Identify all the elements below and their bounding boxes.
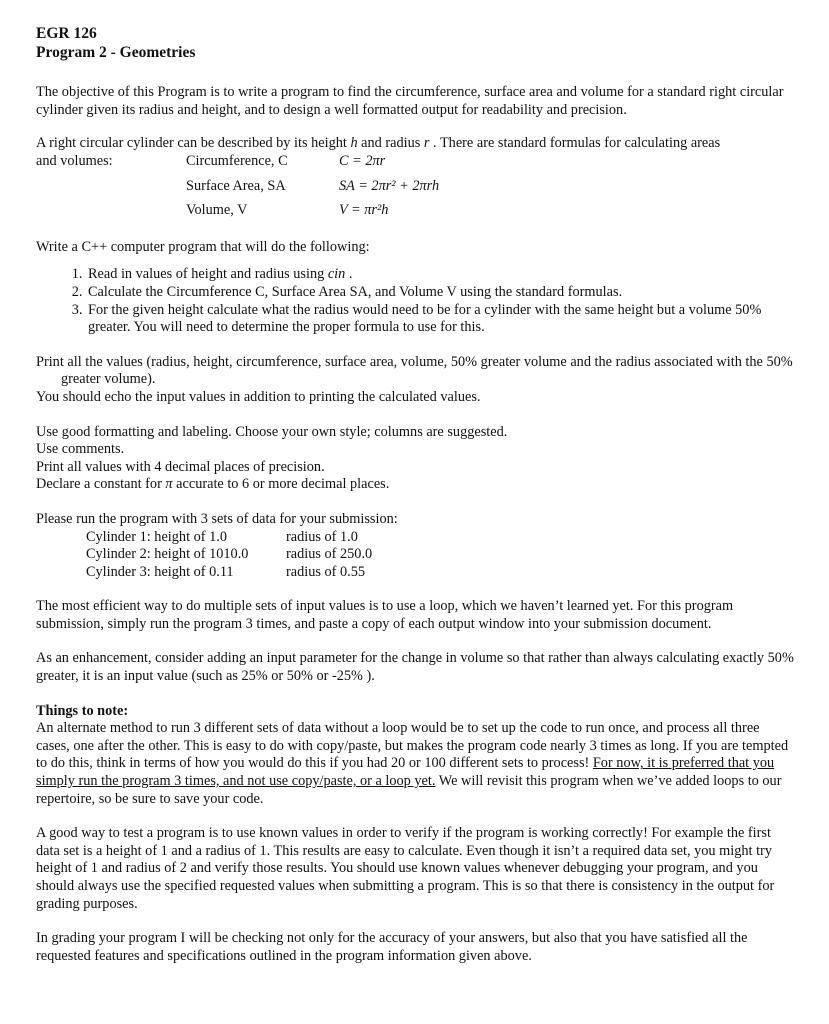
things-title: Things to note: bbox=[36, 702, 129, 719]
course-code: EGR 126 bbox=[36, 25, 97, 42]
list-item: 1. Read in values of height and radius using cin . bbox=[86, 266, 796, 284]
formula-row: Surface Area, SA SA = 2πr² + 2πrh bbox=[186, 177, 440, 194]
formulas-intro: A right circular cylinder can be described by its height h and radius r . There are standard formulas for calculating areas bbox=[36, 135, 721, 152]
formula-row: Circumference, C C = 2πr bbox=[186, 152, 386, 169]
objective-paragraph: The objective of this Program is to write a program to find the circumference, surface area and volume for a standard right circular cylinder given its radius and height, and to design a well formatted output for readability and precision. bbox=[36, 84, 784, 118]
steps-list bbox=[36, 266, 796, 336]
things-section bbox=[36, 703, 796, 809]
document-page bbox=[36, 24, 796, 965]
formatting-section bbox=[36, 424, 796, 494]
cylinder-row: Cylinder 1: height of 1.0 radius of 1.0 bbox=[86, 528, 358, 545]
run-section bbox=[36, 511, 796, 581]
testing-paragraph: A good way to test a program is to use known values in order to verify if the program is working correctly! For example the first data set is a height of 1 and a radius of 1. This results are easy to calculate. Even though it isn’t a required data set, you might try height of 1 and radius of 2 and verify those results. You should use known values whenever debugging your program, and you should always use the specified requested values when submitting a program. This is so that there is consistency in the output for grading purposes. bbox=[36, 825, 775, 912]
loop-note: The most efficient way to do multiple sets of input values is to use a loop, which we haven’t learned yet. For this program submission, simply run the program 3 times, and paste a copy of each output window into your submission document. bbox=[36, 598, 734, 632]
cylinder-row: Cylinder 2: height of 1010.0 radius of 250.0 bbox=[86, 546, 373, 563]
formatting-line: Print all values with 4 decimal places of precision. bbox=[36, 458, 325, 475]
formulas-section bbox=[36, 135, 796, 223]
formatting-line: Use good formatting and labeling. Choose your own style; columns are suggested. bbox=[36, 423, 508, 440]
grading-paragraph: In grading your program I will be checking not only for the accuracy of your answers, but also that you have satisfied all the requested features and specifications outlined in the program information given above. bbox=[36, 930, 748, 964]
write-prompt: Write a C++ computer program that will do the following: bbox=[36, 238, 370, 255]
echo-line: You should echo the input values in addition to printing the calculated values. bbox=[36, 388, 481, 405]
document-title: Program 2 - Geometries bbox=[36, 44, 196, 61]
things-paragraph: An alternate method to run 3 different sets of data without a loop would be to set up the code to run once, and process all three cases, one after the other. This is easy to do with copy/paste, but makes the program code nearly 3 times as long. If you are tempted to do this, think in terms of how you would do this if you had 20 or 100 different sets to process! For now, it is preferred that you simply run the program 3 times, and not use copy/paste, or a loop yet. We will revisit this program when we’ve added loops to our repertoire, so be sure to save your code. bbox=[36, 720, 789, 807]
formula-row: Volume, V V = πr²h bbox=[186, 201, 389, 218]
list-item: 3. For the given height calculate what the radius would need to be for a cylinder with the same height but a volume 50% greater. You will need to determine the proper formula to use for this. bbox=[86, 302, 796, 337]
print-all-paragraph: Print all the values (radius, height, circumference, surface area, volume, 50% greater volume and the radius associated with the 50% greater volume). bbox=[36, 353, 793, 388]
formatting-line: Use comments. bbox=[36, 441, 125, 458]
formulas-intro-line2: and volumes: bbox=[36, 152, 113, 169]
cylinder-row: Cylinder 3: height of 0.11 radius of 0.55 bbox=[86, 563, 366, 580]
run-intro: Please run the program with 3 sets of data for your submission: bbox=[36, 510, 398, 527]
list-item: 2. Calculate the Circumference C, Surface Area SA, and Volume V using the standard formulas. bbox=[86, 284, 796, 302]
pi-line: Declare a constant for π accurate to 6 or more decimal places. bbox=[36, 476, 390, 493]
enhancement-paragraph: As an enhancement, consider adding an input parameter for the change in volume so that rather than always calculating exactly 50% greater, it is an input value (such as 25% or 50% or -25% ). bbox=[36, 650, 794, 685]
